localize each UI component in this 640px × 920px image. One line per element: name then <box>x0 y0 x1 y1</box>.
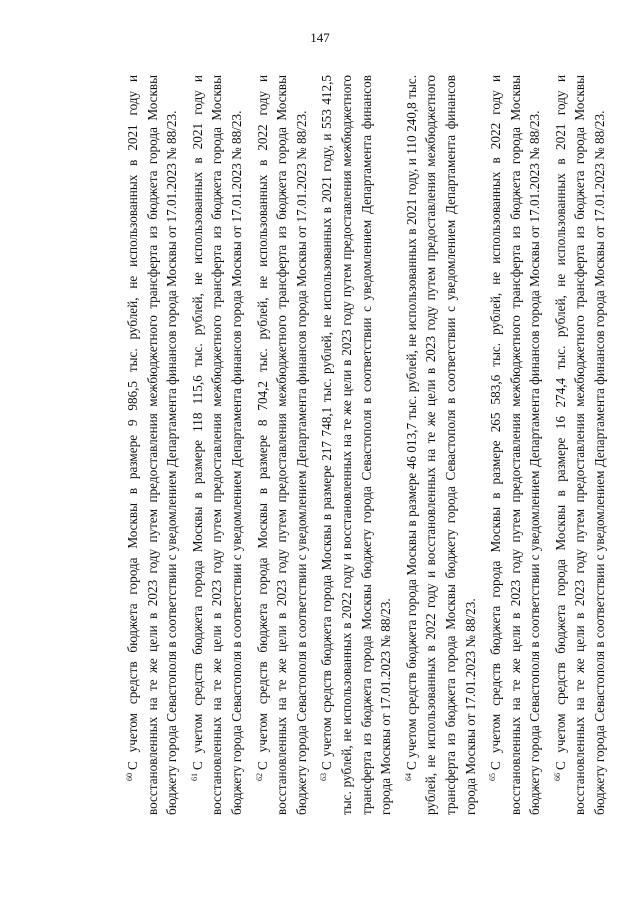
footnote-text: С учетом средств бюджета города Москвы в размере 8 704,2 тыс. рублей, не использованных в 2022 году и восстановленных на те же цели в 2023 году путем предоставления межбюджетного трансферта из бюджета города Москвы бюджету города Севастополя в соответствии с уведомлением Департамента финансов города Москвы от 17.01.2023 № 88/23. <box>254 75 309 815</box>
footnotes-block <box>120 75 608 815</box>
footnote-marker: 61 <box>189 773 199 781</box>
footnote-text: С учетом средств бюджета города Москвы в размере 217 748,1 тыс. рублей, не использованных в 2021 году, и 553 412,5 тыс. рублей, не использованных в 2022 году и восстановленных на те же цели в 2023 году путем предоставления межбюджетного трансферта из бюджета города Москвы бюджету города Севастополя в соответствии с уведомлением Департамента финансов города Москвы от 17.01.2023 № 88/23. <box>319 75 394 815</box>
footnote-text: С учетом средств бюджета города Москвы в размере 46 013,7 тыс. рублей, не использованных в 2021 году, и 110 240,8 тыс. рублей, не использованных в 2022 году и восстановленных на те же цели в 2023 году путем предоставления межбюджетного трансферта из бюджета города Москвы бюджету города Севастополя в соответствии с уведомлением Департамента финансов города Москвы от 17.01.2023 № 88/23. <box>403 75 478 815</box>
footnote-text: С учетом средств бюджета города Москвы в размере 118 115,6 тыс. рублей, не использованных в 2021 году и восстановленных на те же цели в 2023 году путем предоставления межбюджетного трансферта из бюджета города Москвы бюджету города Севастополя в соответствии с уведомлением Департамента финансов города Москвы от 17.01.2023 № 88/23. <box>189 75 244 815</box>
footnote-text: С учетом средств бюджета города Москвы в размере 265 583,6 тыс. рублей, не использованных в 2022 году и восстановленных на те же цели в 2023 году путем предоставления межбюджетного трансферта из бюджета города Москвы бюджету города Севастополя в соответствии с уведомлением Департамента финансов города Москвы от 17.01.2023 № 88/23. <box>488 75 543 815</box>
footnote-marker: 66 <box>552 773 562 781</box>
footnote-60 <box>120 75 182 815</box>
footnote-62 <box>250 75 312 815</box>
footnote-66 <box>548 75 610 815</box>
footnote-65 <box>483 75 545 815</box>
footnote-marker: 63 <box>319 773 329 781</box>
footnote-marker: 65 <box>488 773 498 781</box>
footnote-64 <box>399 75 480 815</box>
footnote-text: С учетом средств бюджета города Москвы в размере 16 274,4 тыс. рублей, не использованных в 2021 году и восстановленных на те же цели в 2023 году путем предоставления межбюджетного трансферта из бюджета города Москвы бюджету города Севастополя в соответствии с уведомлением Департамента финансов города Москвы от 17.01.2023 № 88/23. <box>552 75 608 815</box>
footnote-marker: 60 <box>125 773 134 781</box>
footnote-text: С учетом средств бюджета города Москвы в размере 9 986,5 тыс. рублей, не использованных в 2021 году и восстановленных на те же цели в 2023 году путем предоставления межбюджетного трансферта из бюджета города Москвы бюджету города Севастополя в соответствии с уведомлением Департамента финансов города Москвы от 17.01.2023 № 88/23. <box>125 75 180 815</box>
page-number: 147 <box>310 30 330 45</box>
footnote-63 <box>314 75 395 815</box>
footnote-marker: 64 <box>403 773 413 781</box>
footnote-marker: 62 <box>254 773 264 781</box>
footnote-61 <box>185 75 247 815</box>
